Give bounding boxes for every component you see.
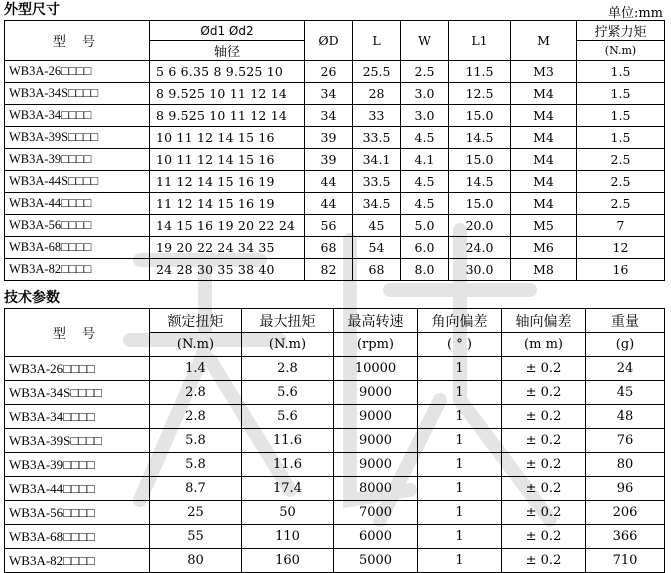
axial-cell: ± 0.2	[502, 405, 586, 429]
axial-cell: ± 0.2	[502, 501, 586, 525]
header-max-torque: 最大扭矩	[242, 309, 334, 333]
model-cell: WB3A-26□□□□	[5, 357, 150, 381]
max-speed-cell: 7000	[334, 501, 418, 525]
torque-cell: 1.5	[577, 83, 665, 105]
dimension-row	[5, 193, 665, 215]
header-od: ØD	[305, 21, 353, 61]
l-cell: 33	[353, 105, 401, 127]
header-speed-unit: (rpm)	[334, 333, 418, 357]
spec-row	[5, 381, 665, 405]
angular-cell: 1	[418, 477, 502, 501]
l1-cell: 30.0	[449, 259, 511, 281]
l1-cell: 14.5	[449, 127, 511, 149]
header-max-speed: 最高转速	[334, 309, 418, 333]
shaft-cell: 11 12 14 15 16 19	[150, 171, 305, 193]
max-speed-cell: 8000	[334, 477, 418, 501]
model-cell: WB3A-39S□□□□	[5, 127, 150, 149]
dimensions-title: 外型尺寸	[4, 2, 60, 18]
weight-cell: 366	[586, 525, 665, 549]
od-cell: 68	[305, 237, 353, 259]
max-speed-cell: 9000	[334, 405, 418, 429]
header-axial: 轴向偏差	[502, 309, 586, 333]
max-torque-cell: 5.6	[242, 405, 334, 429]
l1-cell: 14.5	[449, 171, 511, 193]
m-cell: M6	[511, 237, 577, 259]
weight-cell: 96	[586, 477, 665, 501]
weight-cell: 45	[586, 381, 665, 405]
spec-row	[5, 357, 665, 381]
rated-torque-cell: 55	[150, 525, 242, 549]
spec-row	[5, 525, 665, 549]
w-cell: 4.1	[401, 149, 449, 171]
max-speed-cell: 6000	[334, 525, 418, 549]
max-speed-cell: 9000	[334, 429, 418, 453]
spec-row	[5, 501, 665, 525]
header-l1: L1	[449, 21, 511, 61]
dimension-row	[5, 83, 665, 105]
angular-cell: 1	[418, 381, 502, 405]
od-cell: 44	[305, 171, 353, 193]
header-torque: 拧紧力矩	[577, 21, 665, 41]
shaft-cell: 10 11 12 14 15 16	[150, 149, 305, 171]
w-cell: 3.0	[401, 83, 449, 105]
angular-cell: 1	[418, 405, 502, 429]
w-cell: 8.0	[401, 259, 449, 281]
rated-torque-cell: 80	[150, 549, 242, 573]
l1-cell: 11.5	[449, 61, 511, 83]
axial-cell: ± 0.2	[502, 381, 586, 405]
l1-cell: 20.0	[449, 215, 511, 237]
dimension-row	[5, 149, 665, 171]
model-cell: WB3A-39□□□□	[5, 149, 150, 171]
rated-torque-cell: 25	[150, 501, 242, 525]
header-weight-unit: (g)	[586, 333, 665, 357]
weight-cell: 48	[586, 405, 665, 429]
l-cell: 33.5	[353, 171, 401, 193]
od-cell: 34	[305, 105, 353, 127]
spec-row	[5, 429, 665, 453]
header-weight: 重量	[586, 309, 665, 333]
model-cell: WB3A-34□□□□	[5, 405, 150, 429]
angular-cell: 1	[418, 357, 502, 381]
angular-cell: 1	[418, 549, 502, 573]
model-cell: WB3A-44□□□□	[5, 477, 150, 501]
rated-torque-cell: 8.7	[150, 477, 242, 501]
l-cell: 33.5	[353, 127, 401, 149]
dimension-row	[5, 259, 665, 281]
rated-torque-cell: 2.8	[150, 405, 242, 429]
max-torque-cell: 50	[242, 501, 334, 525]
header-angular: 角向偏差	[418, 309, 502, 333]
torque-cell: 12	[577, 237, 665, 259]
od-cell: 44	[305, 193, 353, 215]
max-torque-cell: 11.6	[242, 453, 334, 477]
header-rated-torque: 额定扭矩	[150, 309, 242, 333]
shaft-cell: 5 6 6.35 8 9.525 10	[150, 61, 305, 83]
shaft-cell: 8 9.525 10 11 12 14	[150, 83, 305, 105]
model-cell: WB3A-44□□□□	[5, 193, 150, 215]
torque-cell: 1.5	[577, 105, 665, 127]
dimension-row	[5, 215, 665, 237]
torque-cell: 7	[577, 215, 665, 237]
dimension-row	[5, 171, 665, 193]
axial-cell: ± 0.2	[502, 429, 586, 453]
shaft-cell: 19 20 22 24 34 35	[150, 237, 305, 259]
l-cell: 45	[353, 215, 401, 237]
model-cell: WB3A-68□□□□	[5, 237, 150, 259]
l-cell: 54	[353, 237, 401, 259]
header-m: M	[511, 21, 577, 61]
max-torque-cell: 110	[242, 525, 334, 549]
axial-cell: ± 0.2	[502, 357, 586, 381]
l1-cell: 15.0	[449, 193, 511, 215]
m-cell: M4	[511, 193, 577, 215]
max-torque-cell: 2.8	[242, 357, 334, 381]
w-cell: 4.5	[401, 127, 449, 149]
torque-cell: 16	[577, 259, 665, 281]
model-cell: WB3A-68□□□□	[5, 525, 150, 549]
w-cell: 6.0	[401, 237, 449, 259]
dimension-row	[5, 127, 665, 149]
model-cell: WB3A-82□□□□	[5, 549, 150, 573]
header-rated-unit: (N.m)	[150, 333, 242, 357]
l1-cell: 24.0	[449, 237, 511, 259]
spec-row	[5, 453, 665, 477]
max-speed-cell: 9000	[334, 381, 418, 405]
header-axial-unit: (m m)	[502, 333, 586, 357]
torque-cell: 1.5	[577, 127, 665, 149]
specs-body	[5, 357, 665, 573]
weight-cell: 76	[586, 429, 665, 453]
header-model-2: 型 号	[5, 309, 150, 357]
dimensions-body	[5, 61, 665, 281]
axial-cell: ± 0.2	[502, 525, 586, 549]
od-cell: 39	[305, 149, 353, 171]
l-cell: 28	[353, 83, 401, 105]
l-cell: 34.1	[353, 149, 401, 171]
weight-cell: 206	[586, 501, 665, 525]
od-cell: 56	[305, 215, 353, 237]
w-cell: 2.5	[401, 61, 449, 83]
model-cell: WB3A-34S□□□□	[5, 381, 150, 405]
torque-cell: 2.5	[577, 171, 665, 193]
header-angular-unit: ( ° )	[418, 333, 502, 357]
max-torque-cell: 160	[242, 549, 334, 573]
weight-cell: 710	[586, 549, 665, 573]
dimension-row	[5, 105, 665, 127]
max-speed-cell: 10000	[334, 357, 418, 381]
m-cell: M5	[511, 215, 577, 237]
rated-torque-cell: 5.8	[150, 453, 242, 477]
dimension-row	[5, 237, 665, 259]
header-model: 型 号	[5, 21, 150, 61]
model-cell: WB3A-56□□□□	[5, 215, 150, 237]
od-cell: 26	[305, 61, 353, 83]
angular-cell: 1	[418, 453, 502, 477]
dimensions-table	[4, 20, 665, 281]
model-cell: WB3A-26□□□□	[5, 61, 150, 83]
torque-cell: 2.5	[577, 193, 665, 215]
spec-row	[5, 477, 665, 501]
shaft-cell: 11 12 14 15 16 19	[150, 193, 305, 215]
header-torque-unit: (N.m)	[577, 41, 665, 61]
l-cell: 25.5	[353, 61, 401, 83]
m-cell: M4	[511, 127, 577, 149]
max-torque-cell: 5.6	[242, 381, 334, 405]
m-cell: M3	[511, 61, 577, 83]
m-cell: M4	[511, 149, 577, 171]
angular-cell: 1	[418, 429, 502, 453]
m-cell: M4	[511, 83, 577, 105]
torque-cell: 1.5	[577, 61, 665, 83]
model-cell: WB3A-56□□□□	[5, 501, 150, 525]
l-cell: 68	[353, 259, 401, 281]
rated-torque-cell: 1.4	[150, 357, 242, 381]
model-cell: WB3A-82□□□□	[5, 259, 150, 281]
model-cell: WB3A-39S□□□□	[5, 429, 150, 453]
w-cell: 4.5	[401, 193, 449, 215]
header-shaft: 轴径	[150, 41, 305, 61]
axial-cell: ± 0.2	[502, 477, 586, 501]
header-max-unit: (N.m)	[242, 333, 334, 357]
w-cell: 4.5	[401, 171, 449, 193]
weight-cell: 80	[586, 453, 665, 477]
max-speed-cell: 5000	[334, 549, 418, 573]
shaft-cell: 24 28 30 35 38 40	[150, 259, 305, 281]
l-cell: 34.5	[353, 193, 401, 215]
model-cell: WB3A-34S□□□□	[5, 83, 150, 105]
model-cell: WB3A-34□□□□	[5, 105, 150, 127]
angular-cell: 1	[418, 525, 502, 549]
shaft-cell: 14 15 16 19 20 22 24	[150, 215, 305, 237]
max-speed-cell: 9000	[334, 453, 418, 477]
weight-cell: 24	[586, 357, 665, 381]
unit-label: 单位:mm	[607, 6, 663, 21]
od-cell: 82	[305, 259, 353, 281]
axial-cell: ± 0.2	[502, 453, 586, 477]
rated-torque-cell: 2.8	[150, 381, 242, 405]
m-cell: M4	[511, 171, 577, 193]
model-cell: WB3A-44S□□□□	[5, 171, 150, 193]
specs-table	[4, 308, 665, 573]
axial-cell: ± 0.2	[502, 549, 586, 573]
header-d1d2: Ød1 Ød2	[150, 21, 305, 41]
od-cell: 34	[305, 83, 353, 105]
od-cell: 39	[305, 127, 353, 149]
dimension-row	[5, 61, 665, 83]
l1-cell: 15.0	[449, 105, 511, 127]
torque-cell: 2.5	[577, 149, 665, 171]
max-torque-cell: 11.6	[242, 429, 334, 453]
model-cell: WB3A-39□□□□	[5, 453, 150, 477]
angular-cell: 1	[418, 501, 502, 525]
m-cell: M8	[511, 259, 577, 281]
shaft-cell: 10 11 12 14 15 16	[150, 127, 305, 149]
l1-cell: 12.5	[449, 83, 511, 105]
w-cell: 3.0	[401, 105, 449, 127]
header-w: W	[401, 21, 449, 61]
spec-row	[5, 405, 665, 429]
header-l: L	[353, 21, 401, 61]
m-cell: M4	[511, 105, 577, 127]
shaft-cell: 8 9.525 10 11 12 14	[150, 105, 305, 127]
max-torque-cell: 17.4	[242, 477, 334, 501]
spec-row	[5, 549, 665, 573]
l1-cell: 15.0	[449, 149, 511, 171]
w-cell: 5.0	[401, 215, 449, 237]
specs-title: 技术参数	[4, 290, 60, 306]
rated-torque-cell: 5.8	[150, 429, 242, 453]
